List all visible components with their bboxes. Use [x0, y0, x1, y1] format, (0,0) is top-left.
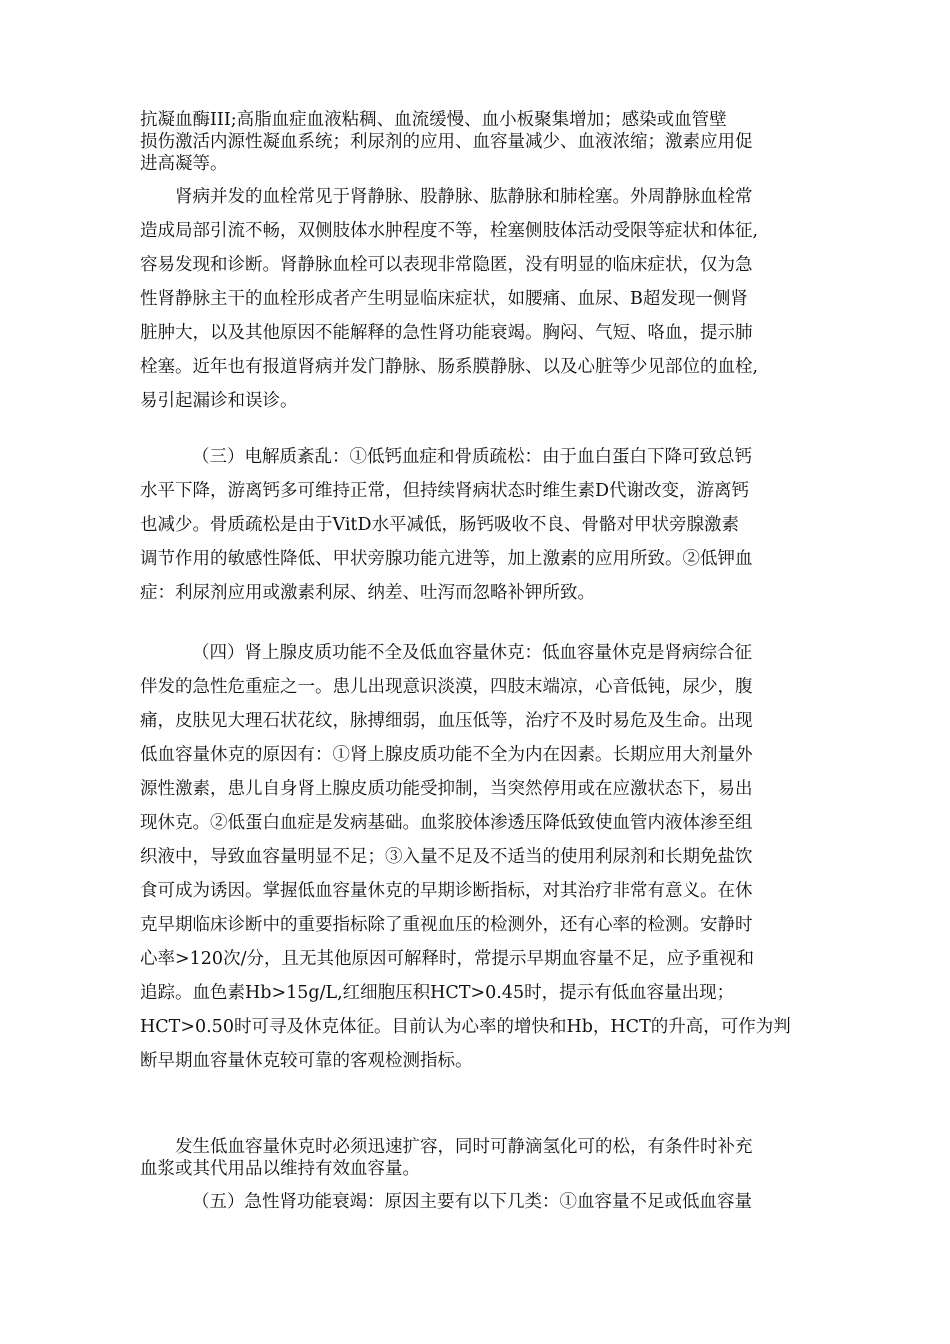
text-line: 容易发现和诊断。肾静脉血栓可以表现非常隐匿，没有明显的临床症状，仅为急 — [140, 255, 753, 275]
text-line: 织液中，导致血容量明显不足；③入量不足及不适当的使用利尿剂和长期免盐饮 — [140, 847, 753, 867]
text-line: 调节作用的敏感性降低、甲状旁腺功能亢进等，加上激素的应用所致。②低钾血 — [140, 549, 753, 569]
paragraph-3 — [140, 440, 820, 610]
text-line: 抗凝血酶III;高脂血症血液粘稠、血流缓慢、血小板聚集增加；感染或血管壁 — [140, 110, 727, 130]
text-line: 脏肿大，以及其他原因不能解释的急性肾功能衰竭。胸闷、气短、咯血，提示肺 — [140, 323, 753, 343]
text-line: 进高凝等。 — [140, 154, 228, 174]
text-line: 发生低血容量休克时必须迅速扩容，同时可静滴氢化可的松，有条件时补充 — [175, 1137, 753, 1157]
text-line: 食可成为诱因。掌握低血容量休克的早期诊断指标，对其治疗非常有意义。在休 — [140, 881, 753, 901]
text-line: 痛，皮肤见大理石状花纹，脉搏细弱，血压低等，治疗不及时易危及生命。出现 — [140, 711, 753, 731]
paragraph-4 — [140, 636, 820, 1078]
paragraph-1 — [140, 109, 820, 175]
paragraph-5 — [140, 1136, 820, 1180]
paragraph-6 — [140, 1185, 820, 1219]
text-line: 易引起漏诊和误诊。 — [140, 391, 298, 411]
text-line: 克早期临床诊断中的重要指标除了重视血压的检测外，还有心率的检测。安静时 — [140, 915, 753, 935]
text-line: 断早期血容量休克较可靠的客观检测指标。 — [140, 1051, 473, 1071]
text-line: 心率>120次/分，且无其他原因可解释时，常提示早期血容量不足，应予重视和 — [140, 949, 754, 969]
text-line: 低血容量休克的原因有：①肾上腺皮质功能不全为内在因素。长期应用大剂量外 — [140, 745, 753, 765]
text-line: 血浆或其代用品以维持有效血容量。 — [140, 1159, 420, 1179]
text-line: 也减少。骨质疏松是由于VitD水平减低，肠钙吸收不良、骨骼对甲状旁腺激素 — [140, 515, 739, 535]
text-line: （四）肾上腺皮质功能不全及低血容量休克：低血容量休克是肾病综合征 — [192, 643, 752, 663]
text-line: （五）急性肾功能衰竭：原因主要有以下几类：①血容量不足或低血容量 — [192, 1192, 752, 1212]
text-line: 性肾静脉主干的血栓形成者产生明显临床症状，如腰痛、血尿、B超发现一侧肾 — [140, 289, 748, 309]
text-line: 伴发的急性危重症之一。患儿出现意识淡漠，四肢末端凉，心音低钝，尿少，腹 — [140, 677, 753, 697]
text-line: 水平下降，游离钙多可维持正常，但持续肾病状态时维生素D代谢改变，游离钙 — [140, 481, 750, 501]
text-line: 栓塞。近年也有报道肾病并发门静脉、肠系膜静脉、以及心脏等少见部位的血栓, — [140, 357, 759, 377]
paragraph-2 — [140, 180, 820, 418]
text-line: 追踪。血色素Hb>15g/L,红细胞压积HCT>0.45时，提示有低血容量出现； — [140, 983, 735, 1003]
text-line: 源性激素，患儿自身肾上腺皮质功能受抑制，当突然停用或在应激状态下，易出 — [140, 779, 753, 799]
text-line: 损伤激活内源性凝血系统；利尿剂的应用、血容量减少、血液浓缩；激素应用促 — [140, 132, 753, 152]
text-line: 肾病并发的血栓常见于肾静脉、股静脉、肱静脉和肺栓塞。外周静脉血栓常 — [175, 187, 753, 207]
text-line: 症：利尿剂应用或激素利尿、纳差、吐泻而忽略补钾所致。 — [140, 583, 595, 603]
text-line: 现休克。②低蛋白血症是发病基础。血浆胶体渗透压降低致使血管内液体渗至组 — [140, 813, 753, 833]
text-line: HCT>0.50时可寻及休克体征。目前认为心率的增快和Hb，HCT的升高，可作为判 — [140, 1017, 791, 1037]
text-line: 造成局部引流不畅，双侧肢体水肿程度不等，栓塞侧肢体活动受限等症状和体征, — [140, 221, 759, 241]
text-line: （三）电解质紊乱：①低钙血症和骨质疏松：由于血白蛋白下降可致总钙 — [192, 447, 752, 467]
